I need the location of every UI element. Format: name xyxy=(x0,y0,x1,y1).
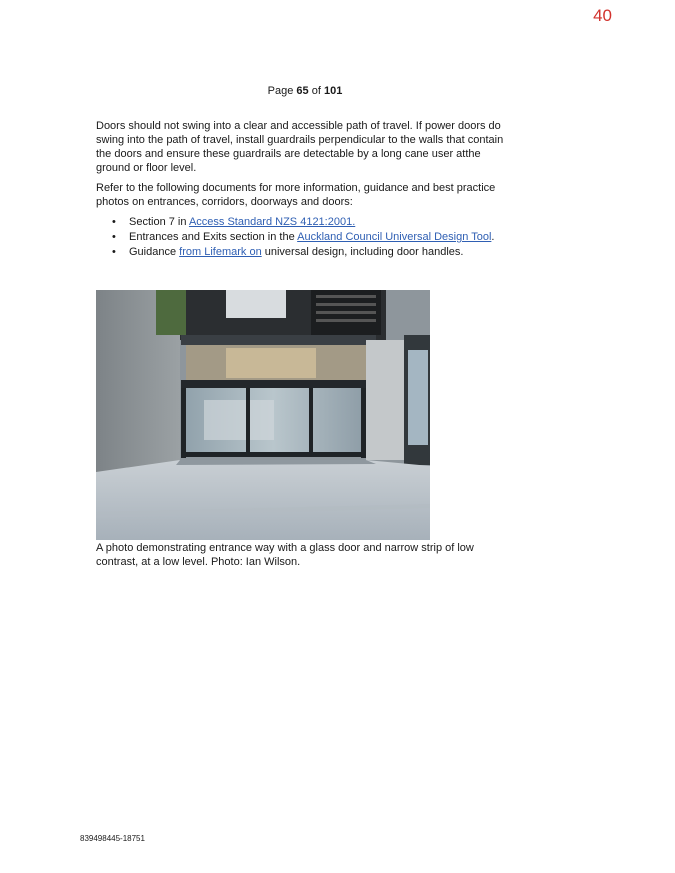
list-item-text-after: universal design, including door handles. xyxy=(261,246,464,258)
photo-caption: A photo demonstrating entrance way with a glass door and narrow strip of low contrast, at a low level. Photo: Ian Wilson. xyxy=(96,542,474,568)
corner-page-number: 40 xyxy=(593,6,612,25)
link-lifemark[interactable]: from Lifemark on xyxy=(179,246,262,258)
document-id: 839498445-18751 xyxy=(80,834,145,843)
list-item-text: Section 7 in xyxy=(129,216,189,228)
bullet-icon: • xyxy=(112,216,116,228)
paragraph-door-swing: Doors should not swing into a clear and accessible path of travel. If power doors do swing into the path of travel, install guardrails perpendicular to the walls that contain the doors and ensure these guardrails are detectable by a long cane user atthe ground or floor level. xyxy=(96,120,504,174)
list-item xyxy=(112,230,511,244)
list-item-text: Guidance xyxy=(129,246,180,258)
list-item xyxy=(112,215,511,229)
page-indicator xyxy=(0,85,610,97)
link-access-standard[interactable]: Access Standard NZS 4121:2001. xyxy=(188,216,356,228)
page-current: 65 xyxy=(296,85,309,97)
bullet-icon: • xyxy=(112,231,116,243)
reference-list xyxy=(96,215,511,259)
page-label: Page xyxy=(267,85,294,97)
bullet-icon: • xyxy=(112,246,116,258)
list-item-text: Entrances and Exits section in the xyxy=(129,231,298,243)
list-item xyxy=(112,245,511,259)
page-total: 101 xyxy=(323,85,343,97)
link-auckland-design-tool[interactable]: Auckland Council Universal Design Tool xyxy=(297,231,492,243)
entrance-photo xyxy=(96,290,430,540)
page-of-label: of xyxy=(311,85,321,97)
main-content xyxy=(96,119,511,260)
paragraph-refer-documents: Refer to the following documents for more information, guidance and best practice photos on entrances, corridors, doorways and doors: xyxy=(96,182,496,208)
list-item-text-after: . xyxy=(491,231,495,243)
